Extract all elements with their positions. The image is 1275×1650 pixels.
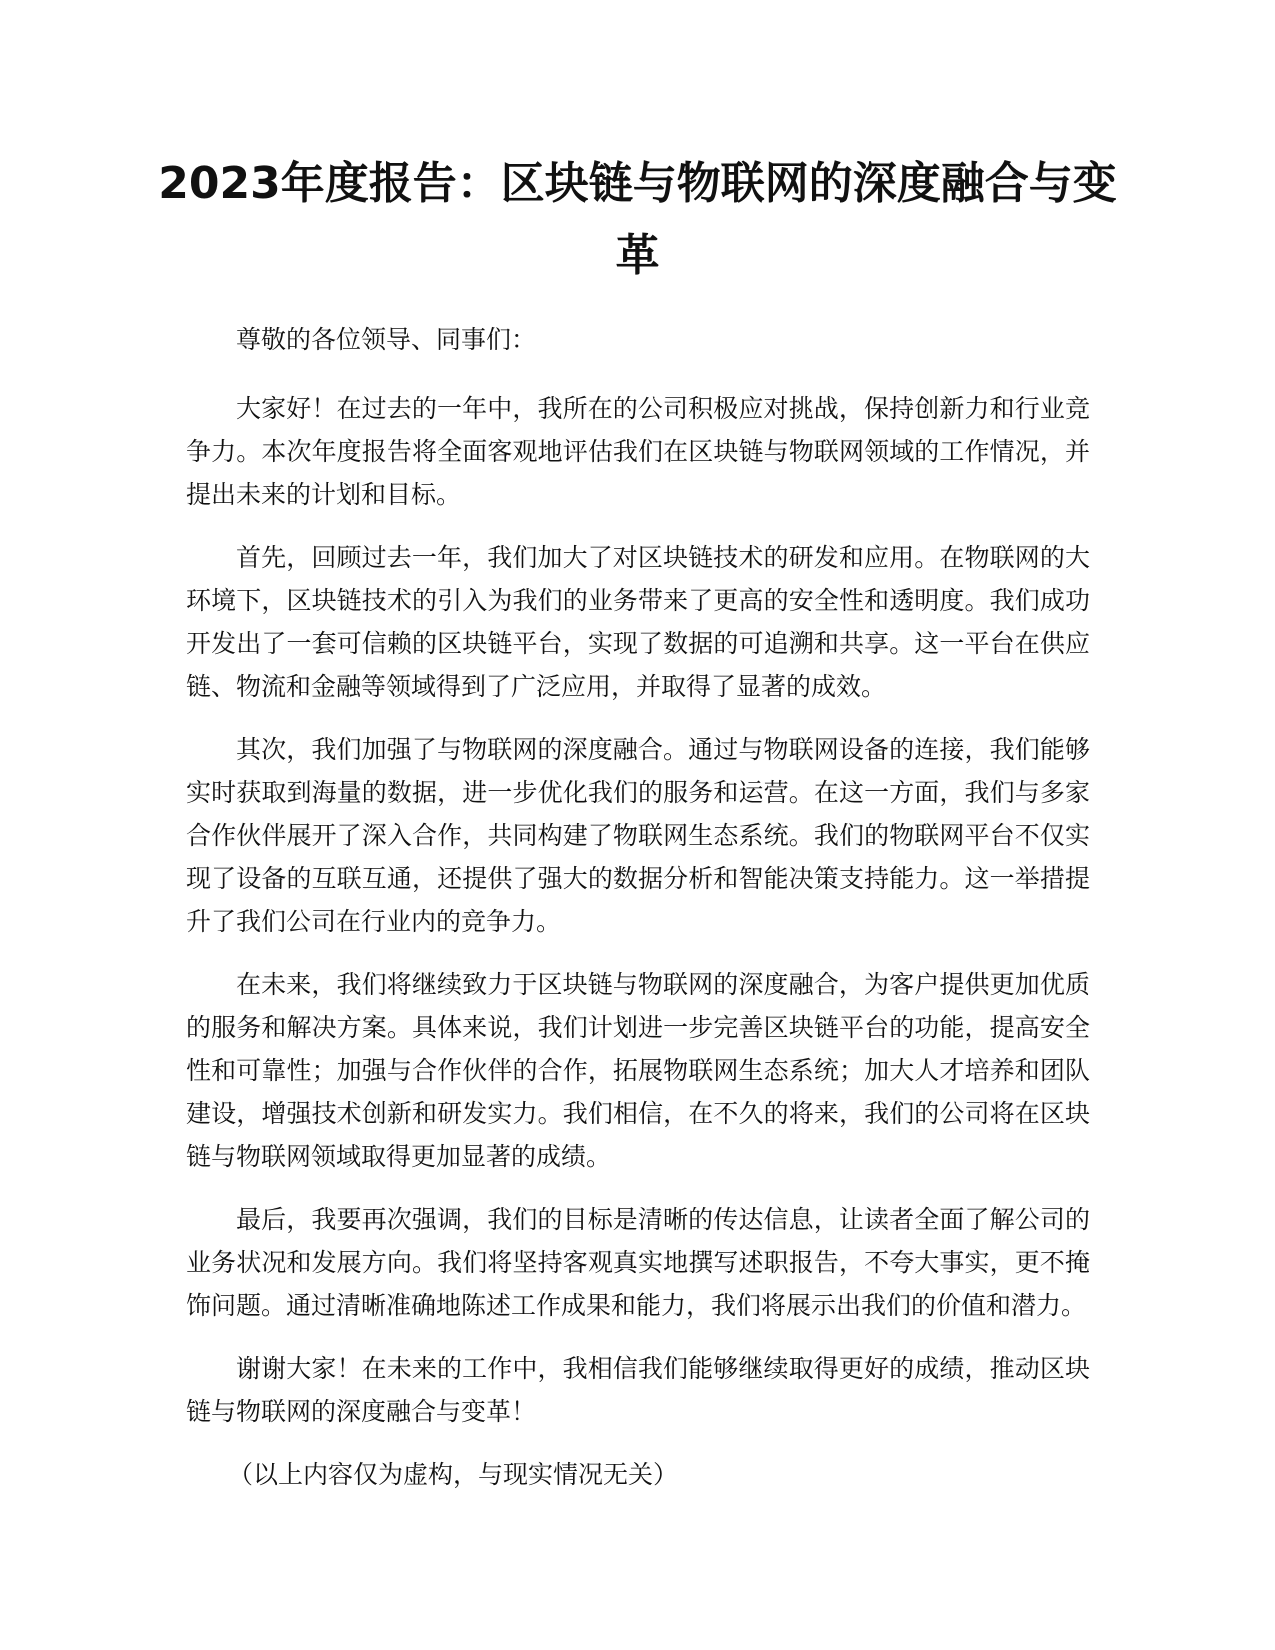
disclaimer-note: （以上内容仅为虚构，与现实情况无关）	[228, 1460, 679, 1489]
document-body	[186, 318, 1090, 1516]
paragraph-iot-integration: 其次，我们加强了与物联网的深度融合。通过与物联网设备的连接，我们能够实时获取到海量的数据，进一步优化我们的服务和运营。在这一方面，我们与多家合作伙伴展开了深入合作，共同构建了物联网生态系统。我们的物联网平台不仅实现了设备的互联互通，还提供了强大的数据分析和智能决策支持能力。这一举措提升了我们公司在行业内的竞争力。	[186, 735, 1090, 936]
paragraph-greeting: 大家好！在过去的一年中，我所在的公司积极应对挑战，保持创新力和行业竞争力。本次年度报告将全面客观地评估我们在区块链与物联网领域的工作情况，并提出未来的计划和目标。	[186, 394, 1090, 509]
paragraph-future-plans: 在未来，我们将继续致力于区块链与物联网的深度融合，为客户提供更加优质的服务和解决方案。具体来说，我们计划进一步完善区块链平台的功能，提高安全性和可靠性；加强与合作伙伴的合作，拓展物联网生态系统；加大人才培养和团队建设，增强技术创新和研发实力。我们相信，在不久的将来，我们的公司将在区块链与物联网领域取得更加显著的成绩。	[186, 970, 1090, 1171]
paragraph-review: 首先，回顾过去一年，我们加大了对区块链技术的研发和应用。在物联网的大环境下，区块链技术的引入为我们的业务带来了更高的安全性和透明度。我们成功开发出了一套可信赖的区块链平台，实现了数据的可追溯和共享。这一平台在供应链、物流和金融等领域得到了广泛应用，并取得了显著的成效。	[186, 543, 1090, 701]
paragraph-conclusion: 最后，我要再次强调，我们的目标是清晰的传达信息，让读者全面了解公司的业务状况和发展方向。我们将坚持客观真实地撰写述职报告，不夸大事实，更不掩饰问题。通过清晰准确地陈述工作成果和能力，我们将展示出我们的价值和潜力。	[186, 1205, 1090, 1320]
salutation: 尊敬的各位领导、同事们：	[236, 325, 537, 354]
paragraph-thanks: 谢谢大家！在未来的工作中，我相信我们能够继续取得更好的成绩，推动区块链与物联网的深度融合与变革！	[186, 1354, 1090, 1426]
document-title: 2023年度报告：区块链与物联网的深度融合与变革	[158, 158, 1117, 281]
